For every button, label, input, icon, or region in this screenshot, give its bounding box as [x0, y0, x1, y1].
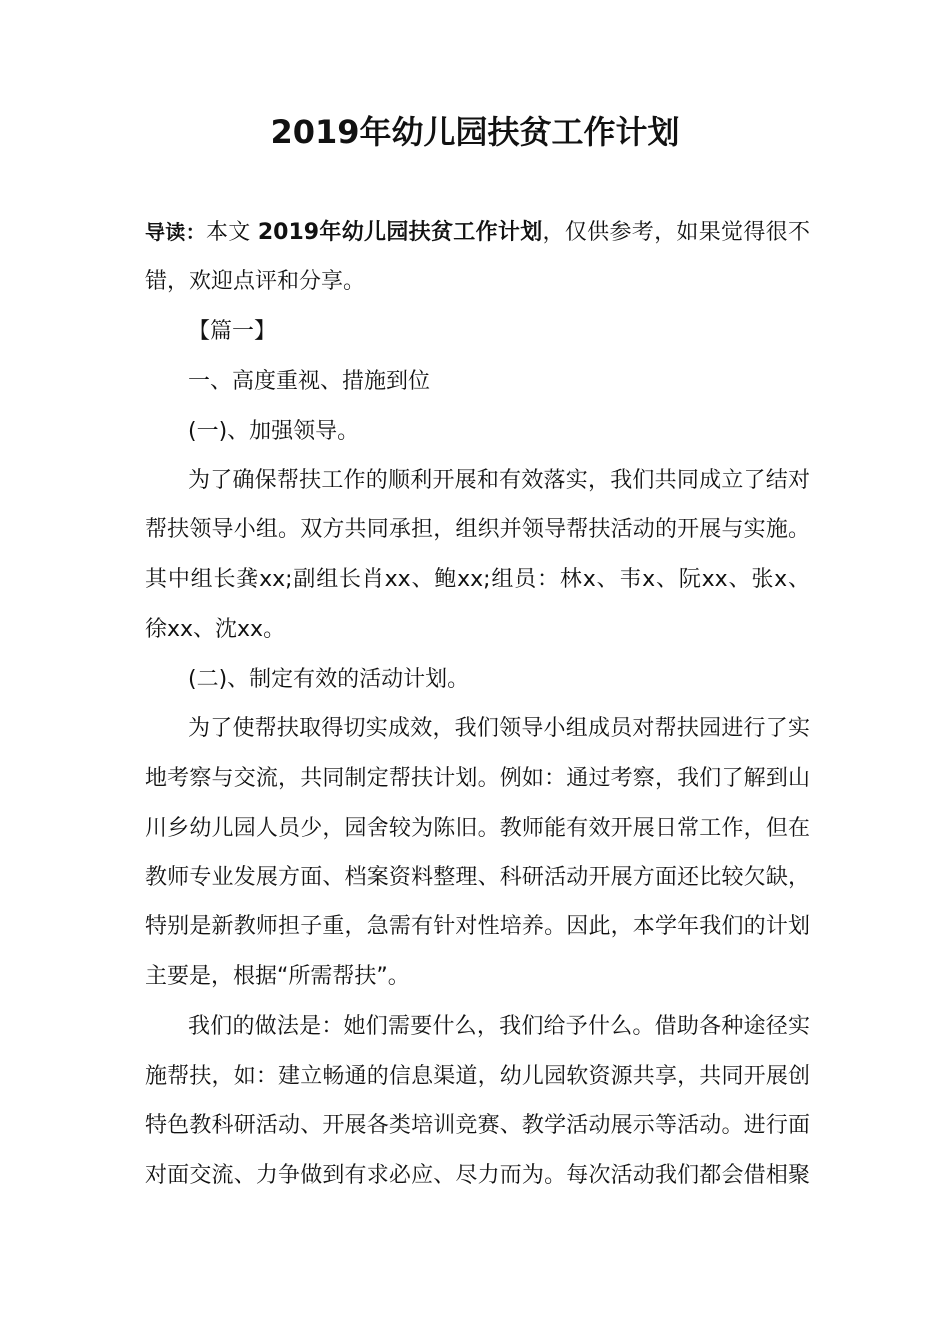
para2-line-3: 教师专业发展方面、档案资料整理、科研活动开展方面还比较欠缺， — [145, 865, 810, 890]
subheading-1: (一)、加强领导。 — [188, 419, 360, 444]
para2-line-4: 特别是新教师担子重，急需有针对性培养。因此，本学年我们的计划 — [145, 914, 810, 939]
para3-line-3: 对面交流、力争做到有求必应、尽力而为。每次活动我们都会借相聚 — [145, 1163, 810, 1188]
intro-line-2: 错，欢迎点评和分享。 — [145, 269, 366, 294]
para1-line-2: 其中组长龚xx;副组长肖xx、鲍xx;组员：林x、韦x、阮xx、张x、 — [145, 567, 810, 592]
intro-line-1 — [145, 216, 810, 249]
para3-line-1: 施帮扶，如：建立畅通的信息渠道，幼儿园软资源共享，共同开展创 — [145, 1064, 810, 1089]
intro-suffix: ，仅供参考，如果觉得很不 — [542, 220, 810, 245]
para1-line-3: 徐xx、沈xx。 — [145, 617, 286, 642]
para3-line-0: 我们的做法是：她们需要什么，我们给予什么。借助各种途径实 — [188, 1014, 810, 1039]
para3-line-2: 特色教科研活动、开展各类培训竞赛、教学活动展示等活动。进行面 — [145, 1113, 810, 1138]
para1-line-0: 为了确保帮扶工作的顺利开展和有效落实，我们共同成立了结对 — [188, 468, 810, 493]
para2-line-2: 川乡幼儿园人员少，园舍较为陈旧。教师能有效开展日常工作，但在 — [145, 816, 810, 841]
document-title: 2019年幼儿园扶贫工作计划 — [270, 113, 680, 151]
heading-1: 一、高度重视、措施到位 — [188, 369, 431, 394]
intro-bold-title: 2019年幼儿园扶贫工作计划 — [257, 220, 543, 245]
para1-line-1: 帮扶领导小组。双方共同承担，组织并领导帮扶活动的开展与实施。 — [145, 517, 810, 542]
para2-line-5: 主要是，根据“所需帮扶”。 — [145, 964, 410, 989]
intro-prefix: 本文 — [205, 220, 251, 245]
subheading-2: (二)、制定有效的活动计划。 — [188, 667, 470, 692]
section-marker: 【篇一】 — [188, 319, 277, 344]
para2-line-1: 地考察与交流，共同制定帮扶计划。例如：通过考察，我们了解到山 — [145, 766, 810, 791]
intro-label: 导读： — [145, 220, 206, 244]
para2-line-0: 为了使帮扶取得切实成效，我们领导小组成员对帮扶园进行了实 — [188, 716, 810, 741]
